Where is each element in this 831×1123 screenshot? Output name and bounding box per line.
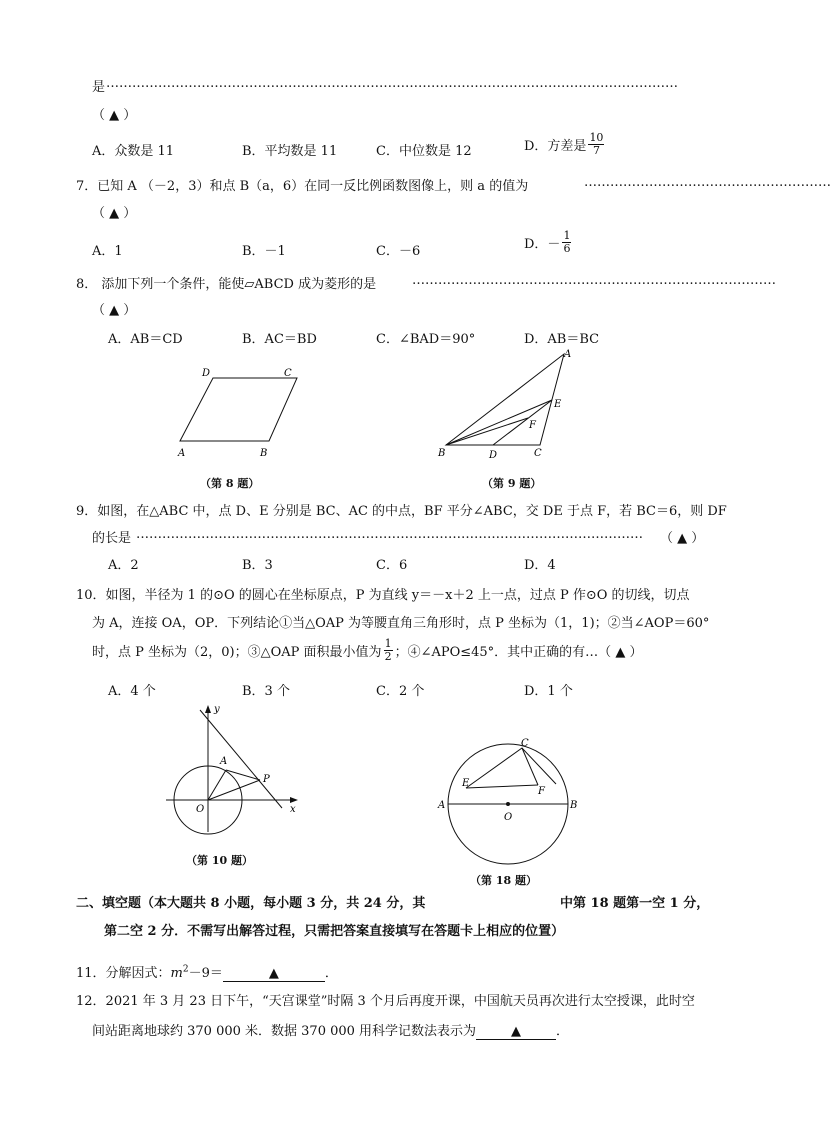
q11-prefix: 11．分解因式： (76, 966, 171, 981)
point-label-a: A (438, 800, 446, 811)
axis-label-y: y (214, 704, 220, 715)
vertex-label-c: C (284, 368, 292, 379)
q6-option-d (524, 132, 606, 157)
vertex-label-d: D (489, 450, 498, 461)
segment-bf (446, 418, 528, 445)
q6-dots: …………………………………………………………………………………………………………………… (106, 76, 678, 91)
figure-9-triangle (430, 346, 590, 462)
q10-line3b: ；④∠APO≤45°．其中正确的有…（ ▲ ） (394, 645, 643, 660)
vertex-label-e: E (554, 399, 562, 410)
q7-fraction (562, 230, 571, 255)
q10-line3 (92, 638, 642, 663)
vertex-label-b: B (438, 448, 446, 459)
q7-option-d-text: D．－ (524, 237, 561, 252)
q7-frac-num: 1 (563, 229, 571, 242)
q12-end: ． (556, 1024, 570, 1039)
figure-9-caption: （第 9 题） (482, 477, 542, 490)
q9-option-a: A．2 (108, 558, 139, 573)
q11-end: ． (324, 966, 338, 981)
q11-answer-blank: ▲ (223, 966, 325, 982)
q6-bracket: （ ▲ ） (92, 108, 137, 123)
segment-oa (208, 770, 226, 800)
q11 (76, 962, 338, 982)
segment-op (208, 780, 260, 800)
parallelogram-shape (180, 378, 297, 441)
q12-line1: 12．2021 年 3 月 23 日下午，“天宫课堂”时隔 3 个月后再度开课，中国航天员再次进行太空授课，此时空 (76, 994, 695, 1009)
q7-bracket: （ ▲ ） (92, 206, 137, 221)
section-2-heading-line1a: 二、填空题（本大题共 8 小题，每小题 3 分，共 24 分，其 (76, 896, 426, 911)
q6-frac-num: 10 (589, 131, 604, 144)
vertex-label-f: F (529, 420, 536, 431)
q12-line2-text: 间站距离地球约 370 000 米．数据 370 000 用科学记数法表示为 (92, 1024, 477, 1039)
point-label-o: O (196, 804, 205, 815)
q10-option-d: D．1 个 (524, 684, 573, 699)
figure-8-caption: （第 8 题） (200, 477, 260, 490)
vertex-label-b: B (260, 448, 268, 459)
q9-option-b: B．3 (242, 558, 273, 573)
q8-option-b: B．AC＝BD (242, 332, 317, 347)
section-2-heading-line1b: 中第 18 题第一空 1 分， (560, 896, 710, 911)
q12-line2 (92, 1020, 569, 1040)
q7-option-c: C．－6 (376, 244, 421, 259)
q10-option-c: C．2 个 (376, 684, 425, 699)
segment-cf (522, 748, 538, 785)
q6-option-a: A．众数是 11 (92, 144, 175, 159)
q8-dots: ………………………………………………………………………… (412, 273, 776, 288)
q10-line2: 为 A，连接 OA，OP．下列结论①当△OAP 为等腰直角三角形时，点 P 坐标为（1，1)；②当∠AOP＝60° (92, 616, 710, 631)
figure-10-caption: （第 10 题） (186, 854, 253, 867)
q7-option-d (524, 230, 573, 255)
q8-option-c: C．∠BAD＝90° (376, 332, 476, 347)
chord-ec-cf (466, 748, 556, 788)
q9-dots: ……………………………………………………………………………………………………… (136, 527, 643, 542)
q6-option-c: C．中位数是 12 (376, 144, 472, 159)
figure-18-circle-chords (432, 732, 582, 872)
point-label-p: P (263, 774, 270, 785)
vertex-label-a: A (178, 448, 186, 459)
q8-text: 8． 添加下列一个条件，能使▱ABCD 成为菱形的是 (76, 277, 377, 292)
q6-option-d-text: D．方差是 (524, 139, 587, 154)
point-label-o: O (504, 812, 513, 823)
q11-exponent: 2 (182, 964, 189, 975)
q10-option-b: B．3 个 (242, 684, 290, 699)
q9-line2: 的长是 (92, 531, 132, 546)
q11-rest: －9＝ (188, 966, 223, 981)
axis-label-x: x (290, 804, 296, 815)
vertex-label-c: C (534, 448, 542, 459)
q10-option-a: A．4 个 (108, 684, 156, 699)
figure-18-caption: （第 18 题） (470, 874, 537, 887)
q7-frac-den: 6 (563, 242, 571, 255)
point-label-a: A (220, 756, 228, 767)
q6-frac-den: 7 (592, 144, 600, 157)
point-label-c: C (521, 738, 529, 749)
q11-base: m (170, 966, 183, 981)
q10-line1: 10．如图，半径为 1 的⊙O 的圆心在坐标原点，P 为直线 y＝－x＋2 上一点，过点 P 作⊙O 的切线，切点 (76, 588, 690, 603)
x-axis-arrow (290, 797, 298, 803)
q8-bracket: （ ▲ ） (92, 303, 137, 318)
q8-option-d: D．AB＝BC (524, 332, 600, 347)
vertex-label-d: D (202, 368, 211, 379)
segment-ef (466, 785, 538, 788)
q10-frac-den: 2 (384, 650, 392, 663)
triangle-abc (446, 354, 564, 445)
figure-8-parallelogram (170, 362, 310, 462)
point-label-b: B (570, 800, 578, 811)
q7-option-b: B．－1 (242, 244, 286, 259)
q6-prefix: 是 (92, 80, 106, 95)
q6-fraction (588, 132, 604, 157)
q10-fraction (384, 638, 393, 663)
q7-option-a: A．1 (92, 244, 123, 259)
q7-dots: ………………………………………………… (584, 175, 831, 190)
segment-be (446, 400, 552, 445)
point-label-e: E (462, 778, 470, 789)
center-point-o (506, 802, 510, 806)
q9-option-c: C．6 (376, 558, 408, 573)
q9-option-d: D．4 (524, 558, 556, 573)
section-2-heading-line2: 第二空 2 分．不需写出解答过程，只需把答案直接填写在答题卡上相应的位置） (104, 924, 565, 939)
q8-option-a: A．AB＝CD (108, 332, 183, 347)
q9-bracket: （ ▲ ） (660, 531, 705, 546)
vertex-label-a: A (564, 349, 572, 360)
q6-option-b: B．平均数是 11 (242, 144, 338, 159)
q10-frac-num: 1 (384, 637, 392, 650)
q12-answer-blank: ▲ (476, 1024, 556, 1040)
y-axis-arrow (205, 705, 211, 713)
segment-de (493, 400, 552, 445)
q9-line1: 9．如图，在△ABC 中，点 D、E 分别是 BC、AC 的中点，BF 平分∠ABC，交 DE 于点 F，若 BC＝6，则 DF (76, 504, 727, 519)
q7-text: 7．已知 A （－2，3）和点 B（a，6）在同一反比例函数图像上，则 a 的值为 (76, 179, 529, 194)
figure-10-circle-axes (160, 700, 310, 840)
q10-line3a: 时，点 P 坐标为（2，0)；③△OAP 面积最小值为 (92, 645, 382, 660)
point-label-f: F (538, 786, 545, 797)
